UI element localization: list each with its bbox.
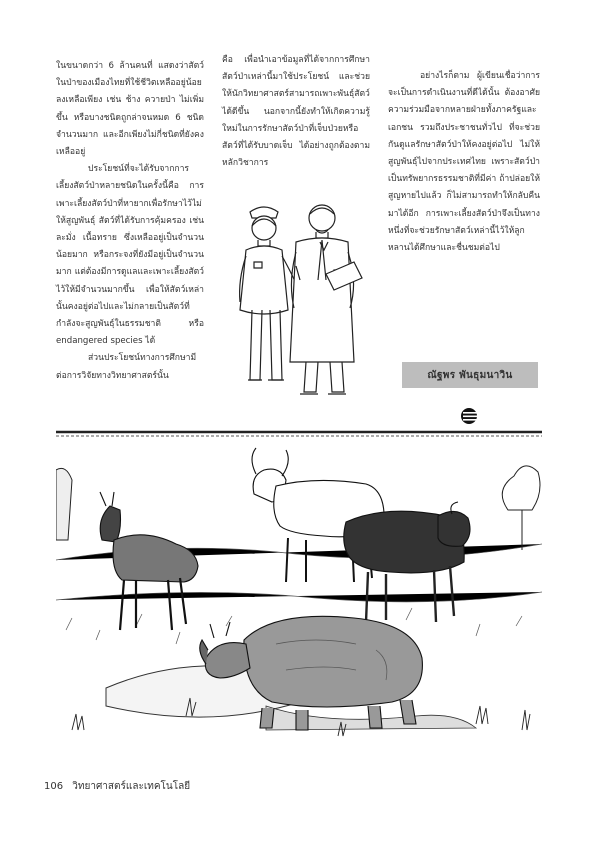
text-column-left — [56, 58, 204, 385]
paragraph: ในขนาดกว่า 6 ล้านคนที่ แสดงว่าสัตว์ในป่าของเมืองไทยที่ใช้ชีวิตเหลืออยู่น้อยลงเหลือเพียง เช่น ช้าง ควายป่า ไม่เพิ่มขึ้น หรือบางชนิดถูกล่าจนหมด 6 ชนิด จำนวนมาก และอีกเพียงไม่กี่ชนิดที่ยังคงเหลืออยู่ — [56, 61, 204, 158]
text-column-middle — [222, 52, 370, 172]
paragraph: ประโยชน์ที่จะได้รับจากการเลี้ยงสัตว์ป่าหลายชนิดในครั้งนี้คือ การเพาะเลี้ยงสัตว์ป่าที่หายากเพื่อรักษาไว้ไม่ให้สูญพันธุ์ สัตว์ที่ได้รับการคุ้มครอง เช่น ละมั่ง เนื้อทราย ซึ่งเหลืออยู่เป็นจำนวนน้อยมาก หรือกระจงที่ยังมีอยู่เป็นจำนวนมาก แต่ต้องมีการดูแลและเพาะเลี้ยงสัตว์ไว้ให้มีจำนวนมากขึ้น เพื่อให้สัตว์เหล่านั้นคงอยู่ต่อไปและไม่กลายเป็นสัตว์ที่กำลังจะสูญพันธุ์ในธรรมชาติ หรือ endangered species ได้ — [56, 164, 204, 347]
page-number: 106 — [44, 781, 64, 792]
doctor-nurse-illustration — [230, 200, 380, 410]
page-footer — [44, 779, 304, 794]
paragraph: คือ เพื่อนำเอาข้อมูลที่ได้จากการศึกษาสัตว์ป่าเหล่านี้มาใช้ประโยชน์ และช่วยให้นักวิทยาศาสตร์สามารถเพาะพันธุ์สัตว์ได้ดีขึ้น นอกจากนี้ยังทำให้เกิดความรู้ใหม่ในการรักษาสัตว์ป่าที่เจ็บป่วยหรือสัตว์ที่ได้รับบาดเจ็บ ได้อย่างถูกต้องตามหลักวิชาการ — [222, 55, 370, 169]
author-byline: ณัฐพร พันธุมนาวิน — [402, 362, 538, 388]
text-column-right — [388, 68, 540, 257]
journal-title: วิทยาศาสตร์และเทคโนโลยี — [72, 781, 191, 792]
article-end-icon — [460, 407, 482, 425]
paragraph: ส่วนประโยชน์ทางการศึกษามีต่อการวิจัยทางวิทยาศาสตร์นั้น — [56, 353, 197, 381]
paragraph: อย่างไรก็ตาม ผู้เขียนเชื่อว่าการจะเป็นการดำเนินงานที่ดีได้นั้น ต้องอาศัยความร่วมมือจากหลายฝ่ายทั้งภาครัฐและเอกชน รวมถึงประชาชนทั่วไป ที่จะช่วยกันดูแลรักษาสัตว์ป่าให้คงอยู่ต่อไป ไม่ให้สูญพันธุ์ไปจากประเทศไทย เพราะสัตว์ป่าเป็นทรัพยากรธรรมชาติที่มีค่า ถ้าปล่อยให้สูญหายไปแล้ว ก็ไม่สามารถทำให้กลับคืนมาได้อีก การเพาะเลี้ยงสัตว์ป่าจึงเป็นทางหนึ่งที่จะช่วยรักษาสัตว์เหล่านี้ไว้ให้ลูกหลานได้ศึกษาและชื่นชมต่อไป — [388, 71, 540, 254]
wildlife-illustration — [56, 430, 542, 748]
